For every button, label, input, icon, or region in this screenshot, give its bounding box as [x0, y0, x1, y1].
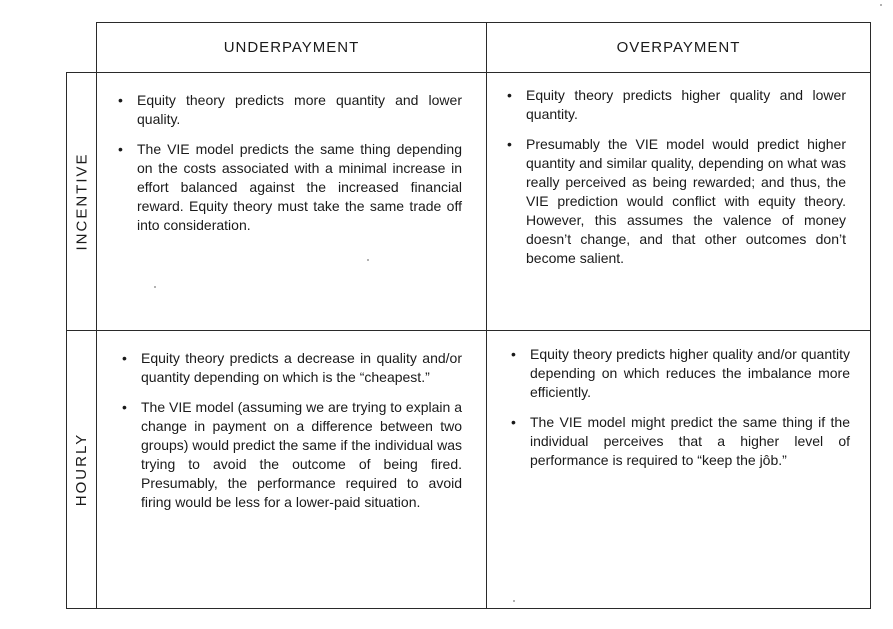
- list-item-text: Equity theory predicts higher quality and/or quantity depending on which reduces the imbalance more efficiently.: [530, 346, 850, 400]
- cell-hourly-underpayment: [119, 349, 462, 523]
- cell-incentive-overpayment: [504, 86, 846, 279]
- list-item: [504, 86, 846, 124]
- label-column-border: [96, 22, 97, 609]
- table-bottom-border: [66, 608, 871, 609]
- list-item-text: The VIE model predicts the same thing depending on the costs associated with a minimal increase in effort balanced against the increased financial reward. Equity theory must take the same trade off into consideration.: [137, 141, 462, 233]
- cell-hourly-overpayment: [508, 345, 850, 481]
- row-divider: [66, 330, 871, 331]
- bullet-list: [119, 349, 462, 512]
- list-item-text: Equity theory predicts more quantity and lower quality.: [137, 92, 462, 127]
- list-item: [115, 140, 462, 235]
- bullet-list: [504, 86, 846, 268]
- column-divider: [486, 22, 487, 609]
- list-item: [119, 398, 462, 512]
- list-item-text: Presumably the VIE model would predict higher quantity and similar quality, depending on what was really perceived as being rewarded; and thus, the VIE prediction would conflict with equity theory. However, this assumes the valence of money doesn’t change, and that other outcomes don’t become salient.: [526, 136, 846, 266]
- bullet-marker: •: [511, 414, 516, 430]
- row-label-incentive-cell: [67, 73, 96, 330]
- table-right-border: [870, 22, 871, 609]
- scan-speck: [367, 259, 369, 261]
- list-item: [504, 135, 846, 268]
- bullet-list: [115, 91, 462, 235]
- bullet-marker: •: [118, 92, 123, 108]
- bullet-list: [508, 345, 850, 470]
- list-item-text: The VIE model (assuming we are trying to explain a change in payment on a difference between two groups) would predict the same if the individual was trying to avoid the outcome of being fired. Presumably, the performance required to avoid firing would be less for a lower-paid situation.: [141, 399, 462, 510]
- scan-speck: [513, 600, 515, 602]
- list-item: [115, 91, 462, 129]
- list-item: [119, 349, 462, 387]
- bullet-marker: •: [511, 346, 516, 362]
- row-label-hourly: HOURLY: [73, 432, 90, 507]
- bullet-marker: •: [118, 141, 123, 157]
- scan-speck: [154, 286, 156, 288]
- bullet-marker: •: [507, 87, 512, 103]
- bullet-marker: •: [122, 350, 127, 366]
- list-item: [508, 345, 850, 402]
- list-item-text: Equity theory predicts a decrease in quality and/or quantity depending on which is the “cheapest.”: [141, 350, 462, 385]
- list-item-text: Equity theory predicts higher quality and lower quantity.: [526, 87, 846, 122]
- cell-incentive-underpayment: [115, 91, 462, 246]
- scan-speck: [880, 4, 882, 6]
- list-item: [508, 413, 850, 470]
- row-label-incentive: INCENTIVE: [73, 152, 91, 251]
- bullet-marker: •: [507, 136, 512, 152]
- row-label-hourly-cell: [67, 331, 96, 608]
- column-header-underpayment: UNDERPAYMENT: [223, 38, 360, 56]
- list-item-text: The VIE model might predict the same thing if the individual perceives that a higher level of performance is required to “keep the jôb.”: [530, 414, 850, 468]
- bullet-marker: •: [122, 399, 127, 415]
- header-bottom-border: [66, 72, 871, 73]
- column-header-overpayment: OVERPAYMENT: [616, 38, 741, 56]
